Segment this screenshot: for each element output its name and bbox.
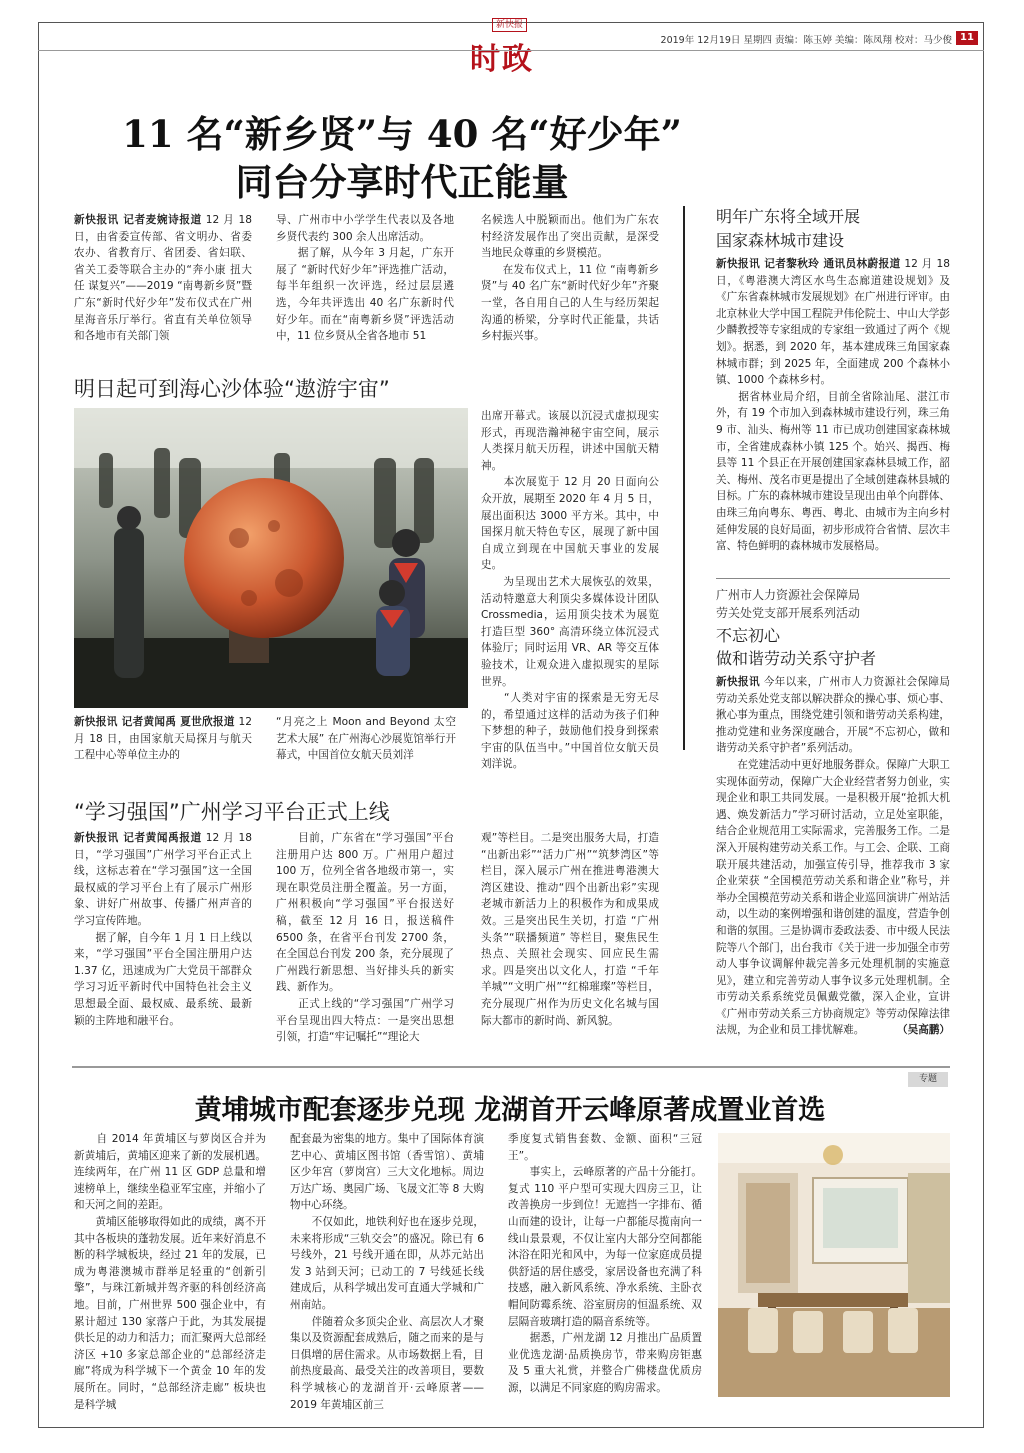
lead-column-1	[74, 212, 252, 350]
advert-tag: 专题	[908, 1072, 948, 1087]
forest-title-line2: 国家森林城市建设	[716, 231, 845, 250]
newspaper-logo: 新快报	[492, 18, 527, 32]
space-caption-text: 12 月 18 日，由国家航天局探月与航天工程中心等单位主办的	[74, 716, 252, 762]
advert-column-3: 季度复式销售套数、金额、面积“三冠王”。 事实上，云峰原著的产品十分能打。复式 110 平户型可实现大四房三卫，让改善换房一步到位！无遮挡一字排布、循山而建的设计，让每一户都能尽揽南向一线山景景观，不仅让室内大部分空间都能沐浴在阳光和风中，为每一位家庭成员提供舒适的居住感受，家居设备也充满了科技感，融入新风系统、净水系统、主卧衣帽间防霉系统、浴室厨房的恒温系统、双层隔音玻璃打造的隔音系统等。 据悉，广州龙湖 12 月推出广品质置业优选龙湖·品质换房节，带来购房钜惠及 5 重大礼赏，并整合广佛楼盘优质房源，以满足不同家庭的购房需求。	[508, 1133, 702, 1394]
space-exhibition-photo	[74, 408, 468, 708]
labor-body	[716, 674, 950, 1052]
advert-title: 黄埔城市配套逐步兑现 龙湖首开云峰原著成置业首选	[194, 1095, 826, 1126]
exhibition-photo-illustration	[74, 408, 468, 708]
labor-byline: 新快报讯	[716, 676, 760, 688]
labor-signature: （吴高鹏）	[897, 1024, 950, 1037]
page-number: 11	[956, 31, 978, 45]
labor-kicker-line1: 广州市人力资源社会保障局	[716, 588, 861, 602]
lead-byline: 新快报讯 记者麦婉诗报道	[74, 214, 202, 226]
forest-body	[716, 256, 950, 570]
labor-text: 今年以来，广州市人力资源社会保障局劳动关系处党支部以解决群众的操心事、烦心事、揪心事为重点，围绕党建引领和谐劳动关系构建，推动党建和业务深度融合，开展“不忘初心，做和谐劳动关系守护者”系列活动。 在党建活动中更好地服务群众。保障广大职工实现体面劳动，保障广大企业经营者努力创业，实现企业和职工共同发展。一是积极开展“抢抓大机遇、焕发新活力”学习研讨活动，立足处室职能，结合企业规范用工实际需求，完善服务工作。二是深入开展构建劳动关系工作。与工会、企联、工商联开展共建活动，加强宣传引导，推荐我市 3 家企业荣获 “全国模范劳动关系和谐企业”称号，并举办全国模范劳动关系和谐企业巡回演讲广州站活动，以生动的案例增强和谐创建的温度，营造争创和谐的氛围。三是协调市委政法委、市中级人民法院等八个部门，出台我市《关于进一步加强全市劳动人事争议调解仲裁完善多元处理机制的实施意见》，建立和完善劳动人事争议多元处理机制。全市劳动关系系统党员佩戴党徽，深入企业，宣讲《广州市劳动关系三方协商规定》等劳动保障法律法规，为企业和员工排忧解难。	[716, 676, 950, 1037]
forest-title-line1: 明年广东将全域开展	[716, 207, 861, 226]
lead-column-2: 导、广州市中小学学生代表以及各地乡贤代表约 300 余人出席活动。 据了解，从今年 3 月起，广东开展了 “新时代好少年”评选推广活动，每半年组织一次评选，经过层层遴选，今年共评选出 40 名广东新时代好少年。而在“南粤新乡贤”评选活动中，11 位乡贤从全省各地市 51	[276, 214, 454, 343]
column-divider	[683, 206, 685, 750]
masthead-divider	[38, 50, 984, 51]
interior-photo	[718, 1133, 950, 1397]
study-column-2: 目前，广东省在“学习强国”平台注册用户达 800 万。广州用户超过 100 万，位列全省各地级市第一，实现在职党员注册全覆盖。另一方面，广州积极向“学习强国”平台报送好稿，截至 12 月 16 日，报送稿件 6500 条，在省平台刊发 2700 条，在全国总台刊发 200 条，充分展现了广州践行新思想、当好排头兵的新实践、新作为。 正式上线的“学习强国”广州学习平台呈现出四大特点：一是突出思想引领，打造“牢记嘱托”“理论大	[276, 832, 454, 1044]
photo-caption-column-1	[74, 714, 252, 766]
section-title: 时政	[470, 42, 534, 77]
study-col1-text: 12 月 18 日，“学习强国”广州学习平台正式上线，这标志着在“学习强国”这一全国最权威的学习平台上有了展示广州形象、讲好广州故事、传播广州声音的学习宣传阵地。 据了解，自今年 1 月 1 日上线以来，“学习强国”平台全国注册用户达 1.37 亿，迅速成为广大党员干部群众学习习近平新时代中国特色社会主义思想最全面、最权威、最系统、最新颖的主阵地和融平台。	[74, 832, 252, 1027]
advert-column-1: 自 2014 年黄埔区与萝岗区合并为新黄埔后，黄埔区迎来了新的发展机遇。连续两年，在广州 11 区 GDP 总量和增速榜单上，继续坐稳亚军宝座，并缩小了和天河之间的差距。 黄埔区能够取得如此的成绩，离不开其中各板块的蓬勃发展。近年来好消息不断的科学城板块，经过 21 年的发展，已成为粤港澳城市群举足轻重的“创新引擎”，与珠江新城并驾齐驱的科创经济高地。目前，广州世界 500 强企业中，有累计超过 130 家落户于此，为其发展提供长足的动力和活力；而汇聚两大总部经济区 +10 多家总部企业的“总部经济走廊”将成为科学城下一个黄金 10 年的发展所在。同时，“总部经济走廊” 板块也是科学城	[74, 1133, 266, 1411]
issue-info: 2019年 12月19日 星期四 责编：陈玉婷 美编：陈凤翔 校对：马少俊	[660, 35, 952, 46]
forest-byline: 新快报讯 记者黎秋玲 通讯员林蔚报道	[716, 258, 901, 270]
advert-top-rule	[72, 1066, 950, 1068]
lead-headline-line1: 11 名“新乡贤”与 40 名“好少年”	[122, 112, 682, 156]
study-column-1	[74, 830, 252, 1048]
space-byline: 新快报讯 记者黄闻禹 夏世欣报道	[74, 716, 235, 728]
right-column-rule	[716, 578, 950, 579]
interior-photo-illustration	[718, 1133, 950, 1397]
space-title: 明日起可到海心沙体验“遨游宇宙”	[74, 377, 390, 401]
advert-column-2: 配套最为密集的地方。集中了国际体育演艺中心、黄埔区图书馆（香雪馆）、黄埔区少年宫（萝岗宫）三大文化地标。周边万达广场、奥园广场、飞晟文汇等 8 大购物中心环绕。 不仅如此，地铁利好也在逐步兑现，未来将形成“三轨交会”的盛况。除已有 6 号线外，21 号线开通在即，从苏元站出发 3 站到天河；已动工的 7 号线延长线建成后，从科学城出发可直通大学城和广州南站。 伴随着众多顶尖企业、高层次人才聚集以及资源配套成熟后，随之而来的是与日俱增的居住需求。从市场数据上看，目前热度最高、最受关注的改善项目，要数科学城核心的龙湖首开·云峰原著——2019 年黄埔区前三	[290, 1133, 484, 1411]
labor-kicker-line2: 劳关处党支部开展系列活动	[716, 606, 861, 620]
labor-title-line1: 不忘初心	[716, 626, 781, 645]
study-column-3: 观”等栏目。二是突出服务大局，打造 “出新出彩”“活力广州”“筑梦湾区”等栏目，深入展示广州在推进粤港澳大湾区建设、推动“四个出新出彩”实现老城市新活力上的积极作为和成果成效。三是突出民生关切，打造 “广州头条”“联播频道” 等栏目，聚焦民生热点、关照社会现实、回应民生需求。四是突出以文化人，打造 “千年羊城”“文明广州”“红棉璀璨”等栏目，充分展现广州作为历史文化名城与国际大都市的新时尚、新风貌。	[481, 832, 659, 1027]
lead-headline-line2: 同台分享时代正能量	[235, 160, 569, 204]
lead-column-3: 名候选人中脱颖而出。他们为广东农村经济发展作出了突出贡献，是深受当地民众尊重的乡贤模范。 在发布仪式上，11 位 “南粤新乡贤”与 40 名广东“新时代好少年”齐聚一堂，各自用自己的人生与经历架起沟通的桥梁，分享时代正能量，共话乡村振兴事。	[481, 214, 659, 343]
space-body: 出席开幕式。该展以沉浸式虚拟现实形式，再现浩瀚神秘宇宙空间，展示人类探月航天历程，讲述中国航天精神。 本次展览于 12 月 20 日面向公众开放，展期至 2020 年 4 月 5 日，展出面积达 3000 平方米。其中，中国探月航天特色专区，展现了新中国自成立到现在中国航天事业的发展史。 为呈现出艺术大展恢弘的效果，活动特邀意大利顶尖多媒体设计团队 Crossmedia，运用顶尖技术为展览打造巨型 360° 高清环绕立体沉浸式体验厅；同时运用 VR、AR 等交互体验技术，让观众进入虚拟现实的星际世界。 “人类对宇宙的探索是无穷无尽的，希望通过这样的活动为孩子们种下梦想的种子，鼓励他们投身到探索宇宙的队伍当中。”中国首位女航天员刘洋说。	[481, 410, 659, 771]
labor-title-line2: 做和谐劳动关系守护者	[716, 649, 877, 668]
forest-text: 12 月 18 日，《粤港澳大湾区水鸟生态廊道建设规划》及《广东省森林城市发展规划》在广州进行评审。由北京林业大学中国工程院尹伟伦院士、中山大学彭少麟教授等专家组成的专家组一致通过了两个《规划》。据悉，到 2020 年，基本建成珠三角国家森林城市群；到 2025 年，全面建成 200 个森林小镇、1000 个森林乡村。 据省林业局介绍，目前全省除汕尾、湛江市外，有 19 个市加入到森林城市建设行列，珠三角 9 市、汕头、梅州等 11 市已成功创建国家森林城市，全省建成森林小镇 125 个。始兴、揭西、梅县等 11 个县正在开展创建国家森林县城工作，韶关、梅州、茂名市更是提出了全域创建森林县城的目标。广东的森林城市建设呈现出由单个向群体、由珠三角向粤东、粤西、粤北、由城市为主向乡村延伸发展的良好局面，初步形成符合省情、层次丰富、特色鲜明的森林城市发展格局。	[716, 258, 950, 553]
study-title: “学习强国”广州学习平台正式上线	[74, 800, 390, 824]
lead-col1-text: 12 月 18 日，由省委宣传部、省文明办、省委农办、省教育厅、省团委、省妇联、省关工委等联合主办的“奔小康 扭大任 谋复兴”——2019 “南粤新乡贤”暨广东“新时代好少年”发布仪式在广州星海音乐厅举行。省直有关单位领导和各地市有关部门领	[74, 214, 252, 343]
study-byline: 新快报讯 记者黄闻禹报道	[74, 832, 202, 844]
photo-caption-column-2: “月亮之上 Moon and Beyond 太空艺术大展” 在广州海心沙展览馆举行开幕式，中国首位女航天员刘洋	[276, 716, 456, 762]
